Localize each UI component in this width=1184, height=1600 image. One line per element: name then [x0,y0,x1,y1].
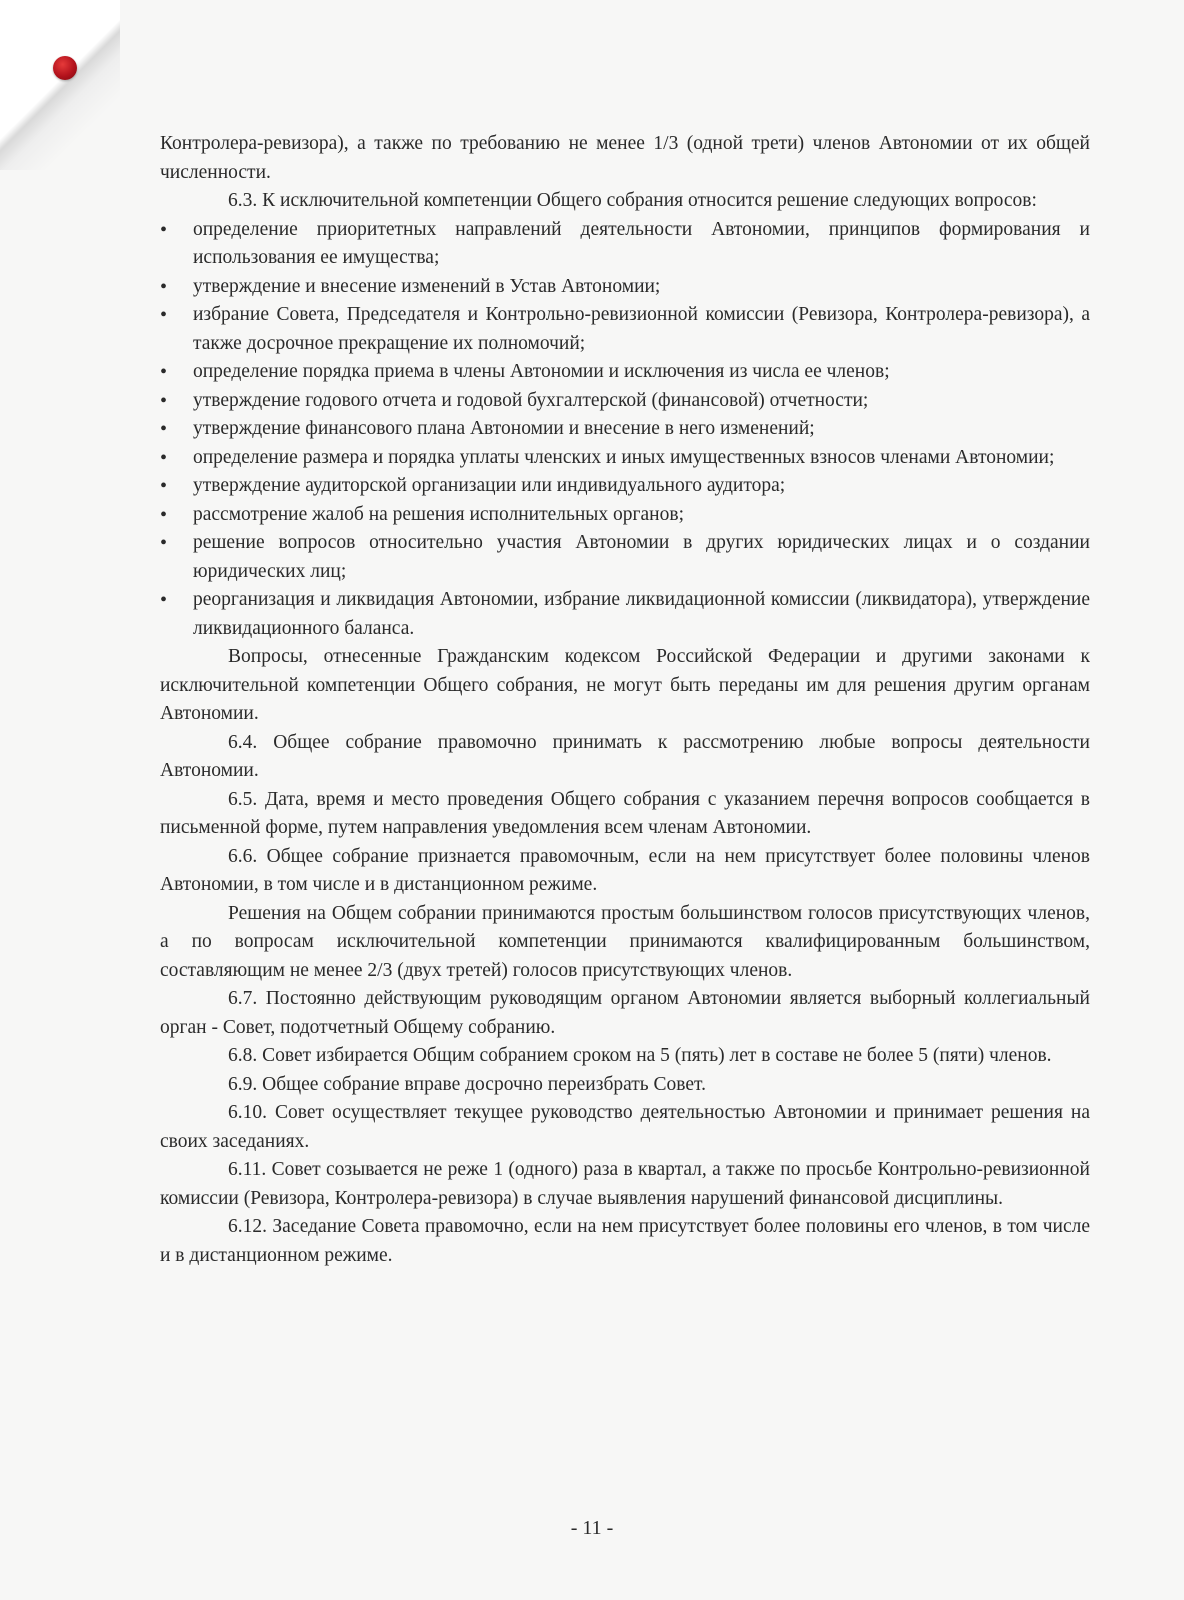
list-item: • определение порядка приема в члены Автономии и исключения из числа ее членов; [160,358,1090,387]
page-corner-fold [0,0,120,170]
list-item: • утверждение аудиторской организации или индивидуального аудитора; [160,472,1090,501]
list-item: • утверждение годового отчета и годовой бухгалтерской (финансовой) отчетности; [160,387,1090,416]
list-item: • избрание Совета, Председателя и Контрольно-ревизионной комиссии (Ревизора, Контролера-ревизора), а также досрочное прекращение их полномочий; [160,301,1090,358]
paragraph-decisions: Решения на Общем собрании принимаются простым большинством голосов присутствующих членов, а по вопросам исключительной компетенции принимаются квалифицированным большинством, составляющим не менее 2/3 (двух третей) голосов присутствующих членов. [160,902,1090,981]
list-item: • рассмотрение жалоб на решения исполнительных органов; [160,501,1090,530]
paragraph-6-9: 6.9. Общее собрание вправе досрочно переизбрать Совет. [228,1073,706,1095]
page-number: - 11 - [570,1517,614,1539]
list-item: • утверждение и внесение изменений в Устав Автономии; [160,273,1090,302]
paragraph-6-4: 6.4. Общее собрание правомочно принимать к рассмотрению любые вопросы деятельности Автономии. [160,731,1090,781]
paragraph-6-6: 6.6. Общее собрание признается правомочным, если на нем присутствует более половины членов Автономии, в том числе и в дистанционном режиме. [160,845,1090,895]
paragraph-6-5: 6.5. Дата, время и место проведения Общего собрания с указанием перечня вопросов сообщается в письменной форме, путем направления уведомления всем членам Автономии. [160,788,1090,838]
list-item: • утверждение финансового плана Автономии и внесение в него изменений; [160,415,1090,444]
competence-list [160,216,1090,644]
paragraph-questions: Вопросы, отнесенные Гражданским кодексом Российской Федерации и другими законами к исключительной компетенции Общего собрания, не могут быть переданы им для решения другим органам Автономии. [160,646,1090,724]
paragraph-6-11: 6.11. Совет созывается не реже 1 (одного) раза в квартал, а также по просьбе Контрольно-ревизионной комиссии (Ревизора, Контролера-ревизора) в случае выявления нарушений финансовой дисциплины. [160,1159,1090,1209]
paragraph-6-3: 6.3. К исключительной компетенции Общего собрания относится решение следующих вопросов: [228,190,1037,211]
paragraph-continuation: Контролера-ревизора), а также по требованию не менее 1/3 (одной трети) членов Автономии от их общей численности. [160,133,1090,183]
list-item: • решение вопросов относительно участия Автономии в других юридических лицах и о создании юридических лиц; [160,529,1090,586]
paragraph-6-8: 6.8. Совет избирается Общим собранием сроком на 5 (пять) лет в составе не более 5 (пяти) членов. [228,1045,1052,1066]
paragraph-6-7: 6.7. Постоянно действующим руководящим органом Автономии является выборный коллегиальный орган - Совет, подотчетный Общему собранию. [160,988,1090,1038]
list-item: • определение размера и порядка уплаты членских и иных имущественных взносов членами Автономии; [160,444,1090,473]
pin-icon [53,56,77,80]
paragraph-6-10: 6.10. Совет осуществляет текущее руководство деятельностью Автономии и принимает решения на своих заседаниях. [160,1102,1090,1152]
list-item: • реорганизация и ликвидация Автономии, избрание ликвидационной комиссии (ликвидатора), утверждение ликвидационного баланса. [160,586,1090,643]
document-body [160,130,1090,1270]
paragraph-6-12: 6.12. Заседание Совета правомочно, если на нем присутствует более половины его членов, в том числе и в дистанционном режиме. [160,1216,1090,1266]
list-item: • определение приоритетных направлений деятельности Автономии, принципов формирования и использования ее имущества; [160,216,1090,273]
